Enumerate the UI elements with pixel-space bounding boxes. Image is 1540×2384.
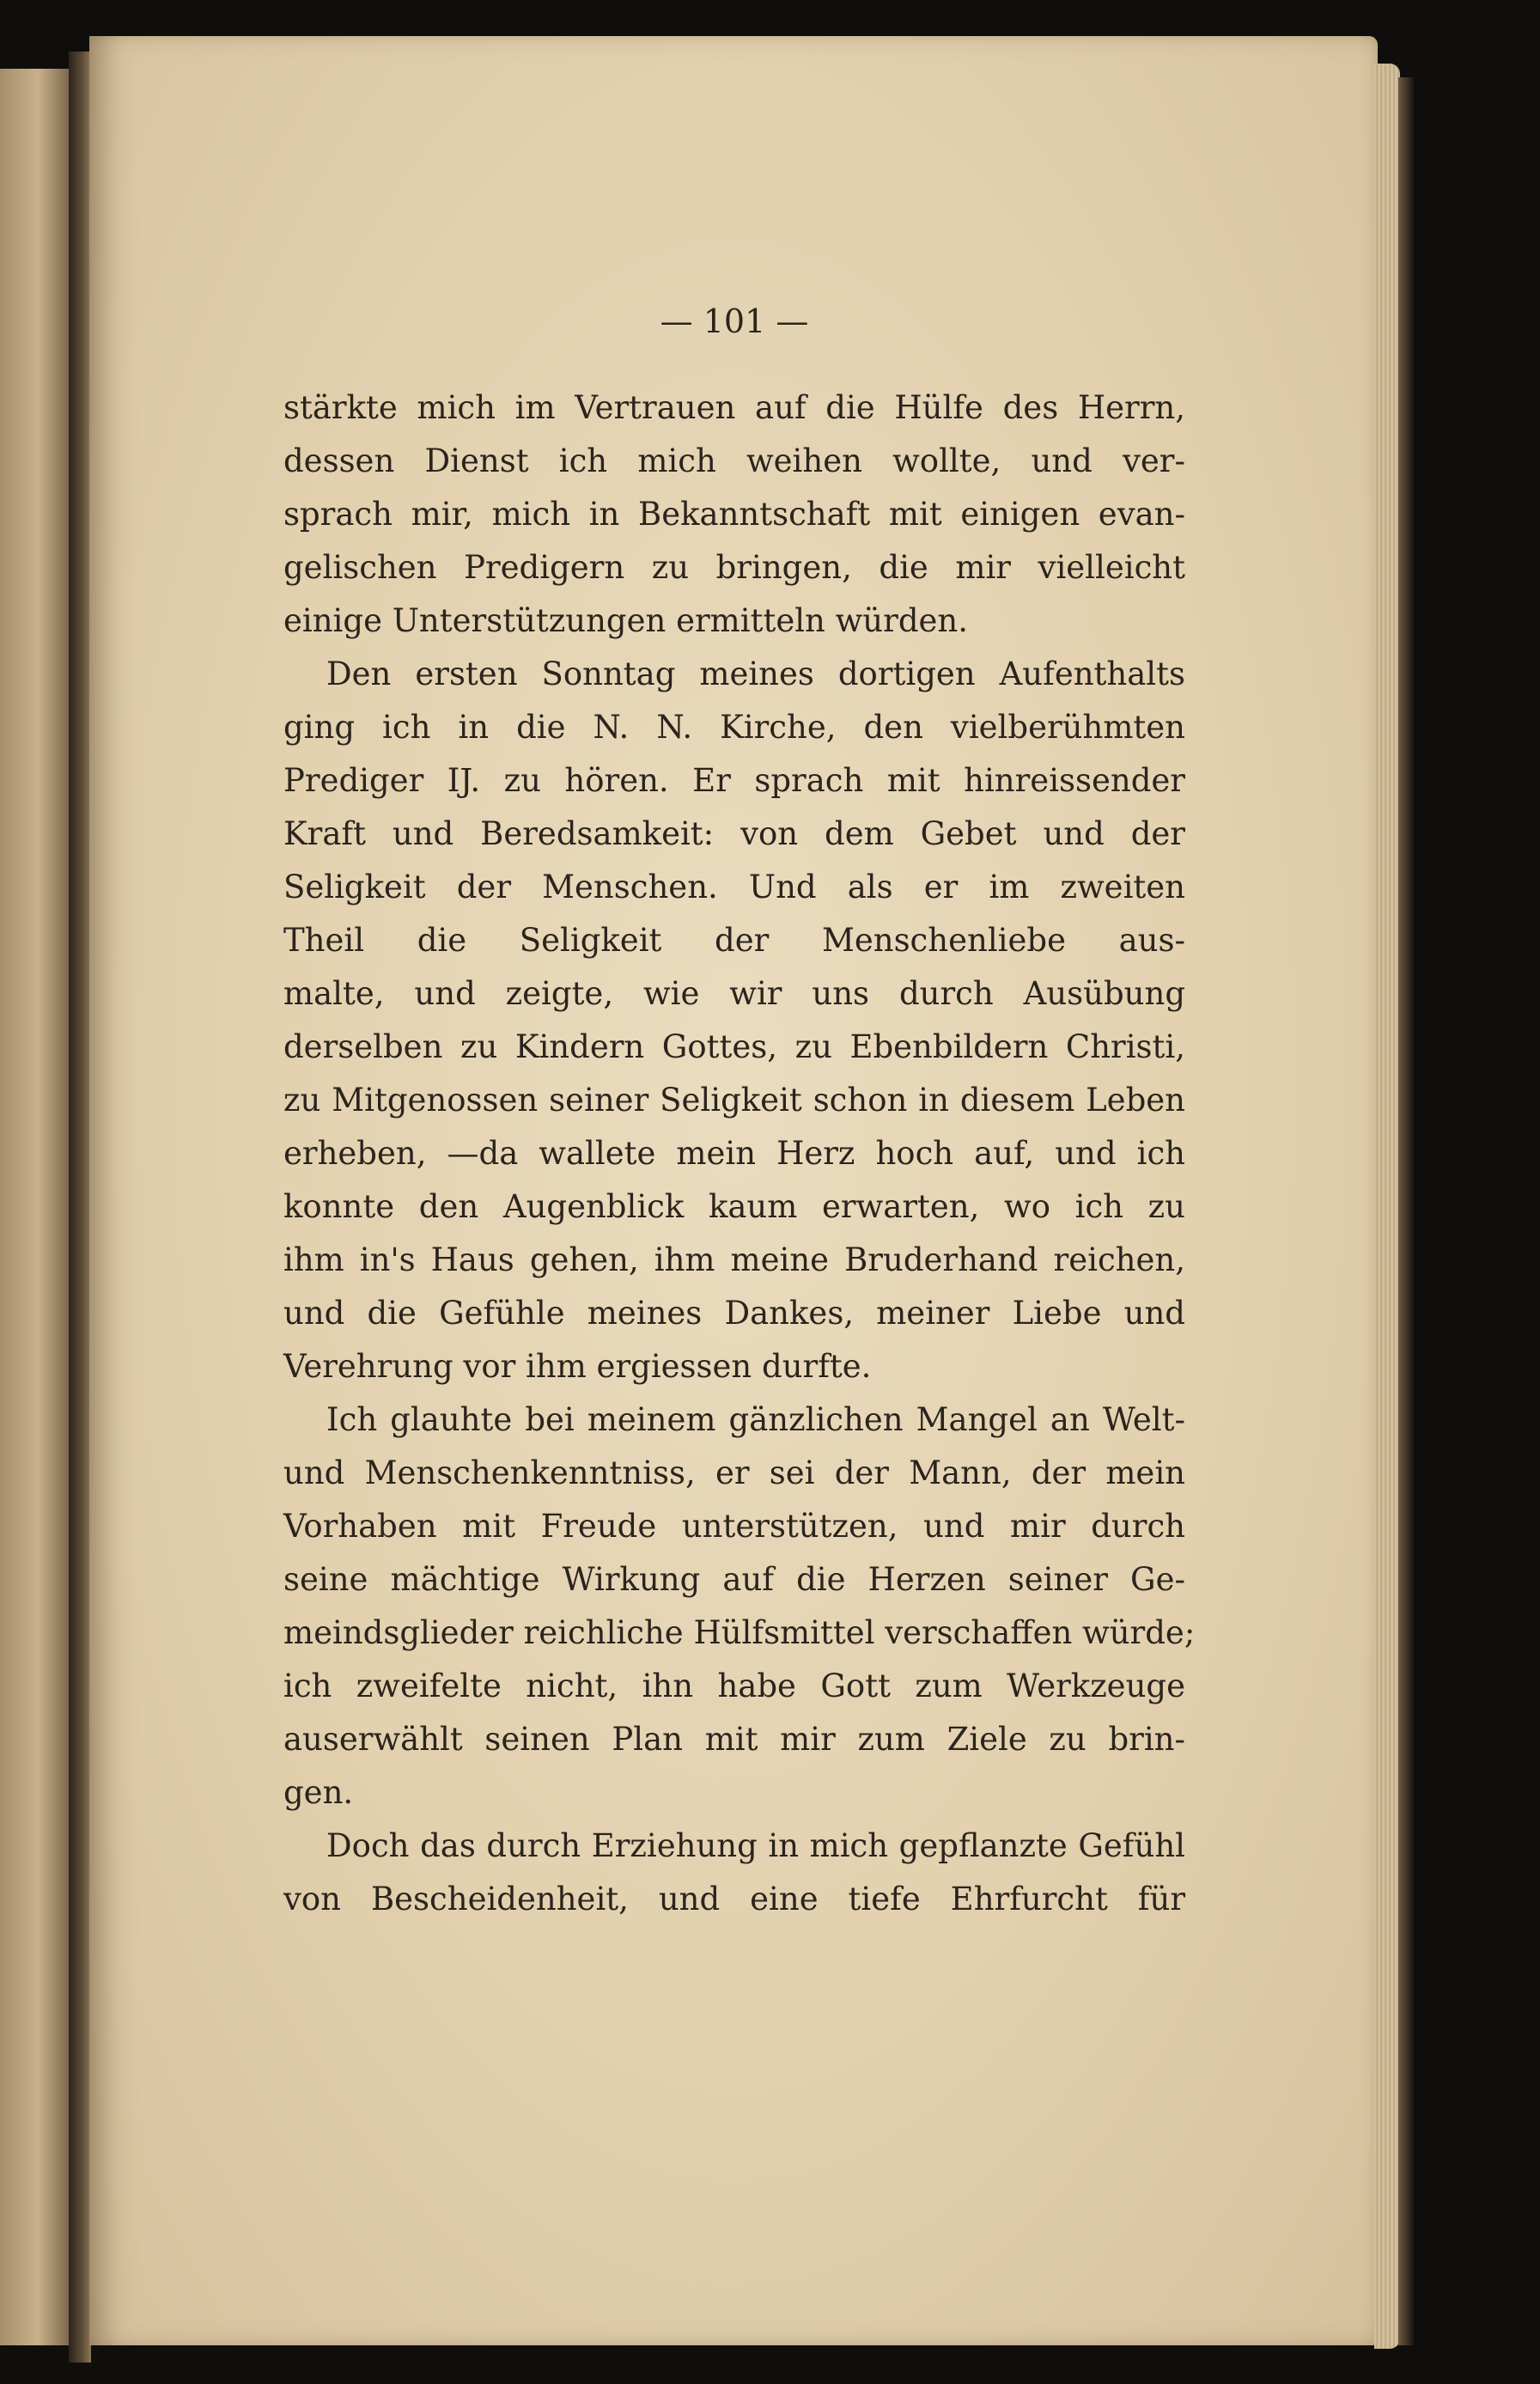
text-line: erheben, —da wallete mein Herz hoch auf, und ich — [283, 1135, 1185, 1172]
text-line: stärkte mich im Vertrauen auf die Hülfe des Herrn, — [283, 389, 1185, 426]
text-line: gen. — [283, 1774, 354, 1811]
page-edges — [1374, 64, 1400, 2349]
text-line: seine mächtige Wirkung auf die Herzen seiner Ge- — [283, 1561, 1185, 1598]
text-line: und die Gefühle meines Dankes, meiner Liebe und — [283, 1295, 1185, 1332]
text-line: einige Unterstützungen ermitteln würden. — [283, 602, 968, 639]
text-line: von Bescheidenheit, und eine tiefe Ehrfurcht für — [283, 1881, 1185, 1918]
text-line: ging ich in die N. N. Kirche, den vielberühmten — [283, 709, 1185, 746]
text-line: Doch das durch Erziehung in mich gepflanzte Gefühl — [326, 1827, 1185, 1864]
text-line: Ich glauhte bei meinem gänzlichen Mangel an Welt- — [326, 1401, 1185, 1438]
text-line: dessen Dienst ich mich weihen wollte, und ver- — [283, 442, 1185, 479]
text-line: Prediger IJ. zu hören. Er sprach mit hinreissender — [283, 762, 1185, 799]
text-line: Theil die Seligkeit der Menschenliebe aus- — [283, 922, 1185, 959]
text-line: auserwählt seinen Plan mit mir zum Ziele zu brin- — [283, 1721, 1185, 1758]
text-line: sprach mir, mich in Bekanntschaft mit einigen evan- — [283, 496, 1185, 533]
text-line: zu Mitgenossen seiner Seligkeit schon in diesem Leben — [283, 1082, 1185, 1119]
text-line: malte, und zeigte, wie wir uns durch Ausübung — [283, 975, 1185, 1012]
facing-page-edge — [0, 69, 69, 2345]
text-line: ihm in's Haus gehen, ihm meine Bruderhand reichen, — [283, 1241, 1185, 1278]
page-edge-shadow — [1398, 77, 1414, 2345]
text-line: ich zweifelte nicht, ihn habe Gott zum Werkzeuge — [283, 1668, 1185, 1704]
text-line: derselben zu Kindern Gottes, zu Ebenbildern Christi, — [283, 1028, 1185, 1065]
text-line: und Menschenkenntniss, er sei der Mann, der mein — [283, 1454, 1185, 1491]
text-line: gelischen Predigern zu bringen, die mir vielleicht — [283, 549, 1185, 586]
page-number: — 101 — — [660, 302, 809, 340]
text-line: Kraft und Beredsamkeit: von dem Gebet und der — [283, 815, 1185, 852]
text-line: Vorhaben mit Freude unterstützen, und mir durch — [283, 1508, 1185, 1545]
text-line: Verehrung vor ihm ergiessen durfte. — [283, 1348, 872, 1385]
text-line: Den ersten Sonntag meines dortigen Aufenthalts — [326, 655, 1185, 692]
text-line: Seligkeit der Menschen. Und als er im zweiten — [283, 869, 1185, 905]
book-gutter — [69, 52, 91, 2363]
text-line: konnte den Augenblick kaum erwarten, wo ich zu — [283, 1188, 1185, 1225]
text-line: meindsglieder reichliche Hülfsmittel verschaffen würde; — [283, 1614, 1196, 1651]
